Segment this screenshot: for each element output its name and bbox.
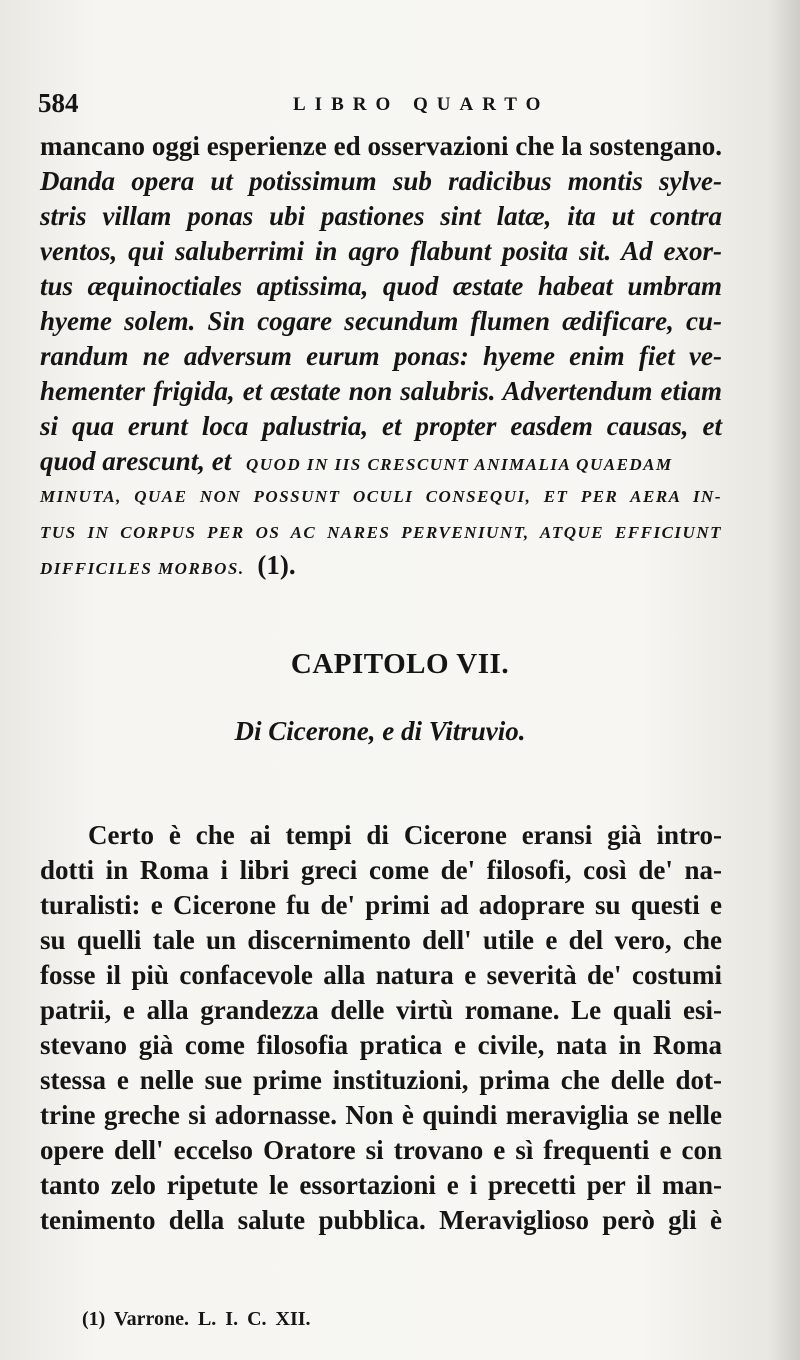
- text-line: stris villam ponas ubi pastiones sint latæ, ita ut contra: [40, 201, 722, 231]
- footnote-reference: (1).: [257, 550, 296, 580]
- smallcaps-line: TUS IN CORPUS PER OS AC NARES PERVENIUNT, ATQUE EFFICIUNT: [40, 523, 722, 542]
- text-line: hyeme solem. Sin cogare secundum flumen ædificare, cu-: [40, 306, 722, 336]
- footnote: (1) Varrone. L. I. C. XII.: [82, 1308, 311, 1330]
- text-line: tanto zelo ripetute le essortazioni e i precetti per il man-: [40, 1170, 722, 1200]
- chapter-title: CAPITOLO VII.: [290, 648, 510, 680]
- smallcaps-line: MINUTA, QUAE NON POSSUNT OCULI CONSEQUI, ET PER AERA IN-: [40, 487, 722, 506]
- text-line: tenimento della salute pubblica. Meraviglioso però gli è: [40, 1205, 722, 1235]
- text-line: mancano oggi esperienze ed osservazioni che la sostengano.: [40, 131, 722, 161]
- text-line: si qua erunt loca palustria, et propter easdem causas, et: [40, 411, 722, 441]
- text-line: fosse il più confacevole alla natura e severità de' costumi: [40, 960, 722, 990]
- text-line: stevano già come filosofia pratica e civile, nata in Roma: [40, 1030, 722, 1060]
- running-head: LIBRO QUARTO: [293, 94, 550, 115]
- text-line-mixed: [40, 548, 722, 586]
- text-line: tus æquinoctiales aptissima, quod æstate habeat umbram: [40, 271, 722, 301]
- smallcaps-segment: DIFFICILES MORBOS.: [40, 559, 245, 578]
- text-segment: quod arescunt, et: [40, 446, 232, 476]
- text-line: Danda opera ut potissimum sub radicibus montis sylve-: [40, 166, 722, 196]
- text-line: su quelli tale un discernimento dell' utile e del vero, che: [40, 925, 722, 955]
- smallcaps-segment: QUOD IN IIS CRESCUNT ANIMALIA QUAEDAM: [246, 455, 673, 474]
- text-line: Certo è che ai tempi di Cicerone eransi già intro-: [88, 820, 722, 850]
- text-line: turalisti: e Cicerone fu de' primi ad adoprare su questi e: [40, 890, 722, 920]
- text-line: stessa e nelle sue prime instituzioni, prima che delle dot-: [40, 1065, 722, 1095]
- text-line: ventos, qui saluberrimi in agro flabunt posita sit. Ad exor-: [40, 236, 722, 266]
- text-line-mixed: [40, 444, 722, 482]
- chapter-subtitle: Di Cicerone, e di Vitruvio.: [234, 716, 526, 746]
- text-line: opere dell' eccelso Oratore si trovano e sì frequenti e con: [40, 1135, 722, 1165]
- text-line: hementer frigida, et æstate non salubris. Advertendum etiam: [40, 376, 722, 406]
- page-header: [38, 88, 728, 124]
- text-line: dotti in Roma i libri greci come de' filosofi, così de' na-: [40, 855, 722, 885]
- page-number: 584: [38, 88, 79, 118]
- text-line: trine greche si adornasse. Non è quindi meraviglia se nelle: [40, 1100, 722, 1130]
- text-line: patrii, e alla grandezza delle virtù romane. Le quali esi-: [40, 995, 722, 1025]
- text-line: randum ne adversum eurum ponas: hyeme enim fiet ve-: [40, 341, 722, 371]
